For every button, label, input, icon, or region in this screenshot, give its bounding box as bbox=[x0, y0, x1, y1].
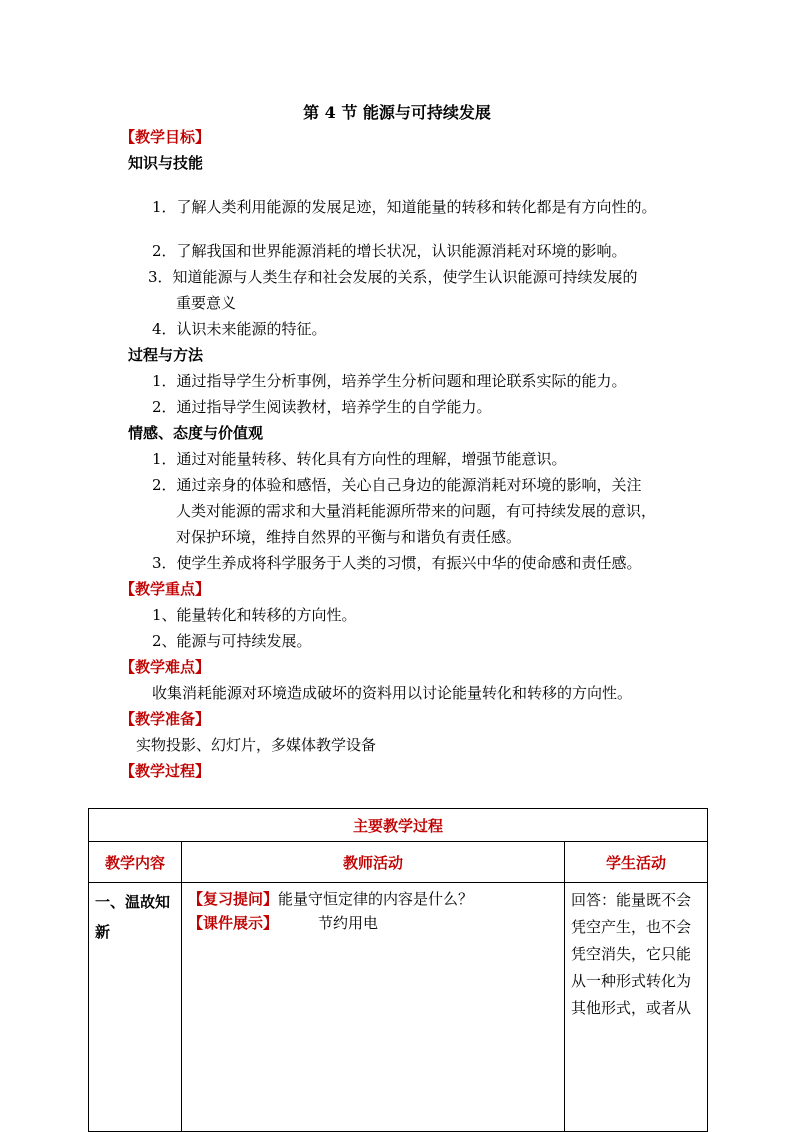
subheading-process: 过程与方法 bbox=[128, 346, 204, 364]
subheading-knowledge: 知识与技能 bbox=[128, 154, 204, 172]
process-item-2: 2．通过指导学生阅读教材，培养学生的自学能力。 bbox=[152, 398, 492, 416]
page-title: 第 4 节 能源与可持续发展 bbox=[303, 103, 491, 122]
emotion-item-3: 3．使学生养成将科学服务于人类的习惯，有振兴中华的使命感和责任感。 bbox=[152, 554, 642, 572]
review-question-text: 能量守恒定律的内容是什么？ bbox=[278, 890, 474, 908]
subheading-emotion: 情感、态度与价值观 bbox=[128, 424, 264, 442]
teaching-process-table bbox=[88, 808, 708, 1132]
key-point-1: 1、能量转化和转移的方向性。 bbox=[152, 606, 357, 624]
col-header-content: 教学内容 bbox=[89, 842, 182, 883]
knowledge-item-2: 2．了解我国和世界能源消耗的增长状况，认识能源消耗对环境的影响。 bbox=[152, 242, 627, 260]
knowledge-item-4: 4．认识未来能源的特征。 bbox=[152, 320, 327, 338]
row1-content: 一、温故知新 bbox=[89, 883, 182, 1132]
section-heading-objectives: 【教学目标】 bbox=[120, 128, 211, 146]
courseware-display-tag: 【课件展示】 bbox=[188, 914, 279, 932]
preparation-text: 实物投影、幻灯片，多媒体教学设备 bbox=[136, 736, 377, 754]
row1-student-activity: 回答：能量既不会凭空产生，也不会凭空消失，它只能从一种形式转化为其他形式，或者从 bbox=[565, 883, 708, 1132]
process-item-1: 1．通过指导学生分析事例，培养学生分析问题和理论联系实际的能力。 bbox=[152, 372, 627, 390]
section-heading-difficulty: 【教学难点】 bbox=[120, 658, 211, 676]
section-heading-procedure: 【教学过程】 bbox=[120, 762, 211, 780]
review-question-tag: 【复习提问】 bbox=[188, 890, 279, 908]
section-heading-key-points: 【教学重点】 bbox=[120, 580, 211, 598]
table-row bbox=[89, 883, 708, 1132]
section-heading-preparation: 【教学准备】 bbox=[120, 710, 211, 728]
emotion-item-2: 2．通过亲身的体验和感悟，关心自己身边的能源消耗对环境的影响，关注 bbox=[152, 476, 642, 494]
table-main-header: 主要教学过程 bbox=[89, 809, 708, 842]
emotion-item-2-cont-2: 对保护环境，维持自然界的平衡与和谐负有责任感。 bbox=[176, 528, 522, 546]
emotion-item-2-cont-1: 人类对能源的需求和大量消耗能源所带来的问题，有可持续发展的意识， bbox=[176, 502, 657, 520]
emotion-item-1: 1．通过对能量转移、转化具有方向性的理解，增强节能意识。 bbox=[152, 450, 567, 468]
row1-teacher-activity bbox=[182, 883, 565, 1132]
difficulty-text: 收集消耗能源对环境造成破坏的资料用以讨论能量转化和转移的方向性。 bbox=[152, 684, 633, 702]
courseware-display-text: 节约用电 bbox=[318, 914, 379, 932]
col-header-teacher: 教师活动 bbox=[182, 842, 565, 883]
knowledge-item-3: 3．知道能源与人类生存和社会发展的关系，使学生认识能源可持续发展的 bbox=[148, 268, 638, 286]
knowledge-item-3-cont: 重要意义 bbox=[176, 294, 237, 312]
knowledge-item-1: 1．了解人类利用能源的发展足迹，知道能量的转移和转化都是有方向性的。 bbox=[152, 198, 657, 216]
col-header-student: 学生活动 bbox=[565, 842, 708, 883]
key-point-2: 2、能源与可持续发展。 bbox=[152, 632, 312, 650]
